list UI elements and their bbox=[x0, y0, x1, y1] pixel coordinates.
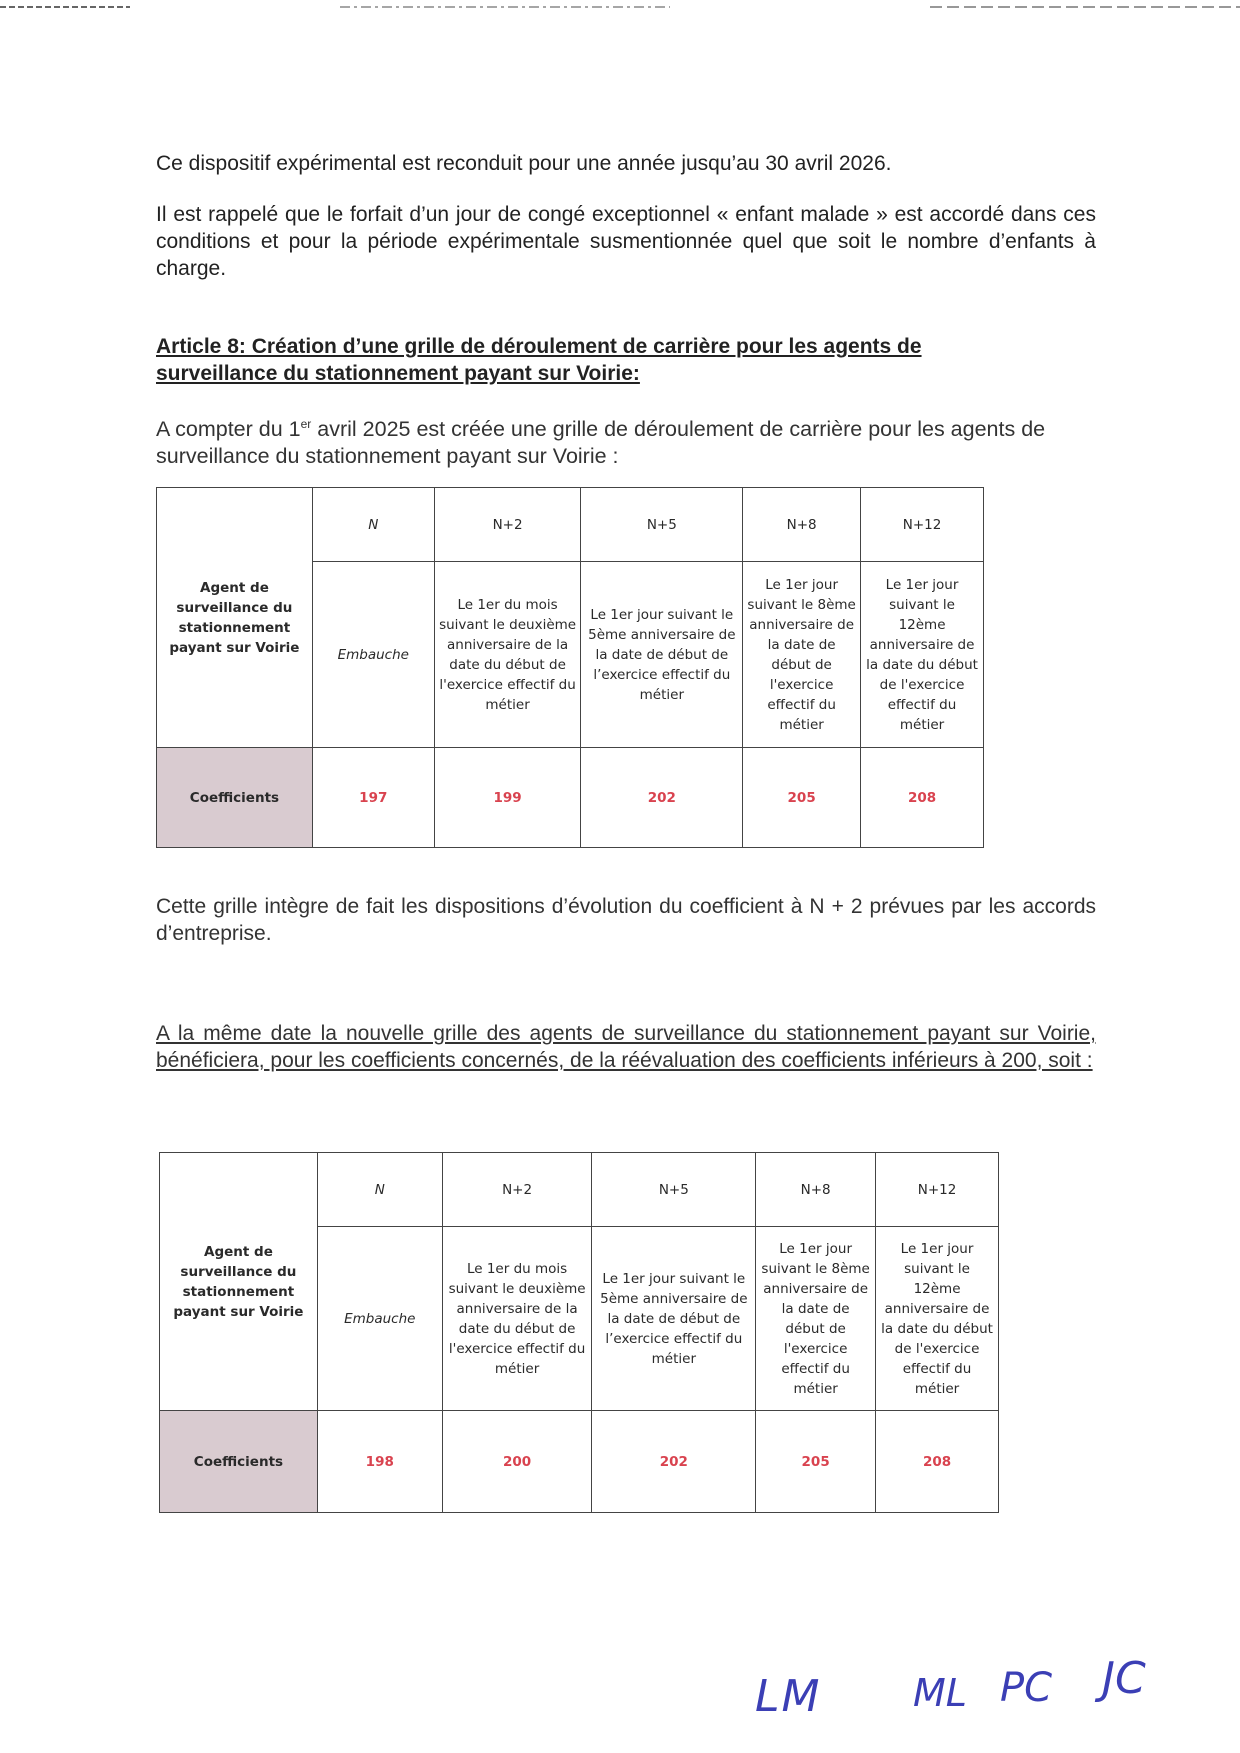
article-8-lead-suffix: avril 2025 est créée une grille de déroulement de carrière pour les agents de surveillance du stationnement payant sur Voirie : bbox=[156, 417, 1046, 469]
agent-label-cell: Agent de surveillance du stationnement payant sur Voirie bbox=[157, 488, 313, 748]
coefficient-n-plus-5: 202 bbox=[581, 748, 743, 848]
header-n-plus-12: N+12 bbox=[876, 1153, 999, 1227]
header-n-plus-5: N+5 bbox=[581, 488, 743, 562]
header-n-plus-5: N+5 bbox=[592, 1153, 756, 1227]
coefficient-n-plus-2: 200 bbox=[442, 1411, 592, 1513]
coefficient-n-plus-8: 205 bbox=[756, 1411, 876, 1513]
initials-jc: JC bbox=[1102, 1653, 1146, 1704]
header-n-plus-2: N+2 bbox=[434, 488, 581, 562]
before-table-2-paragraph: A la même date la nouvelle grille des agents de surveillance du stationnement payant sur Voirie, bénéficiera, pour les coefficients concernés, de la réévaluation des coefficients inférieurs à 200, soit : bbox=[156, 1022, 1096, 1072]
header-n-plus-8: N+8 bbox=[756, 1153, 876, 1227]
description-n-plus-12: Le 1er jour suivant le 12ème anniversaire de la date du début de l'exercice effectif du métier bbox=[861, 562, 984, 748]
article-8-lead-sup: er bbox=[300, 417, 312, 431]
header-n-plus-2: N+2 bbox=[442, 1153, 592, 1227]
initials-lm: LM bbox=[755, 1671, 822, 1722]
coefficients-label: Coefficients bbox=[157, 748, 313, 848]
intro-paragraph-2: Il est rappelé que le forfait d’un jour de congé exceptionnel « enfant malade » est accordé dans ces conditions et pour la période expérimentale susmentionnée quel que soit le nombre d’enfants à charge. bbox=[156, 203, 1096, 280]
coefficients-label: Coefficients bbox=[160, 1411, 318, 1513]
coefficient-n-plus-12: 208 bbox=[861, 748, 984, 848]
coefficient-n-plus-2: 199 bbox=[434, 748, 581, 848]
coefficient-n-plus-5: 202 bbox=[592, 1411, 756, 1513]
description-n-plus-8: Le 1er jour suivant le 8ème anniversaire de la date de début de l'exercice effectif du métier bbox=[756, 1227, 876, 1411]
career-grid-table-1 bbox=[156, 487, 984, 848]
coefficient-n-plus-8: 205 bbox=[743, 748, 861, 848]
description-n-plus-5: Le 1er jour suivant le 5ème anniversaire de la date de début de l’exercice effectif du métier bbox=[592, 1227, 756, 1411]
intro-paragraph-1: Ce dispositif expérimental est reconduit pour une année jusqu’au 30 avril 2026. bbox=[156, 152, 892, 175]
initials-ml: ML bbox=[913, 1671, 967, 1715]
header-n-plus-12: N+12 bbox=[861, 488, 984, 562]
description-n-plus-2: Le 1er du mois suivant le deuxième anniversaire de la date du début de l'exercice effectif du métier bbox=[442, 1227, 592, 1411]
career-grid-table-2 bbox=[159, 1152, 999, 1513]
description-n-plus-8: Le 1er jour suivant le 8ème anniversaire de la date de début de l'exercice effectif du métier bbox=[743, 562, 861, 748]
description-n-plus-2: Le 1er du mois suivant le deuxième anniversaire de la date du début de l'exercice effectif du métier bbox=[434, 562, 581, 748]
agent-label-cell: Agent de surveillance du stationnement payant sur Voirie bbox=[160, 1153, 318, 1411]
article-8-lead bbox=[156, 411, 1096, 470]
after-table-1-paragraph: Cette grille intègre de fait les dispositions d’évolution du coefficient à N + 2 prévues par les accords d’entreprise. bbox=[156, 895, 1096, 945]
description-n: Embauche bbox=[312, 562, 434, 748]
coefficient-n: 197 bbox=[312, 748, 434, 848]
description-n-plus-5: Le 1er jour suivant le 5ème anniversaire de la date de début de l’exercice effectif du métier bbox=[581, 562, 743, 748]
initials-pc: PC bbox=[1000, 1665, 1053, 1711]
description-n: Embauche bbox=[317, 1227, 442, 1411]
handwritten-initials bbox=[0, 1653, 1240, 1745]
coefficient-n: 198 bbox=[317, 1411, 442, 1513]
header-n: N bbox=[317, 1153, 442, 1227]
article-8-lead-prefix: A compter du 1 bbox=[156, 417, 301, 442]
coefficient-n-plus-12: 208 bbox=[876, 1411, 999, 1513]
article-8-title: Article 8: Création d’une grille de déroulement de carrière pour les agents de surveillance du stationnement payant sur Voirie: bbox=[156, 335, 922, 385]
scan-artifact-top bbox=[0, 4, 1240, 12]
header-n: N bbox=[312, 488, 434, 562]
header-n-plus-8: N+8 bbox=[743, 488, 861, 562]
description-n-plus-12: Le 1er jour suivant le 12ème anniversaire de la date du début de l'exercice effectif du métier bbox=[876, 1227, 999, 1411]
